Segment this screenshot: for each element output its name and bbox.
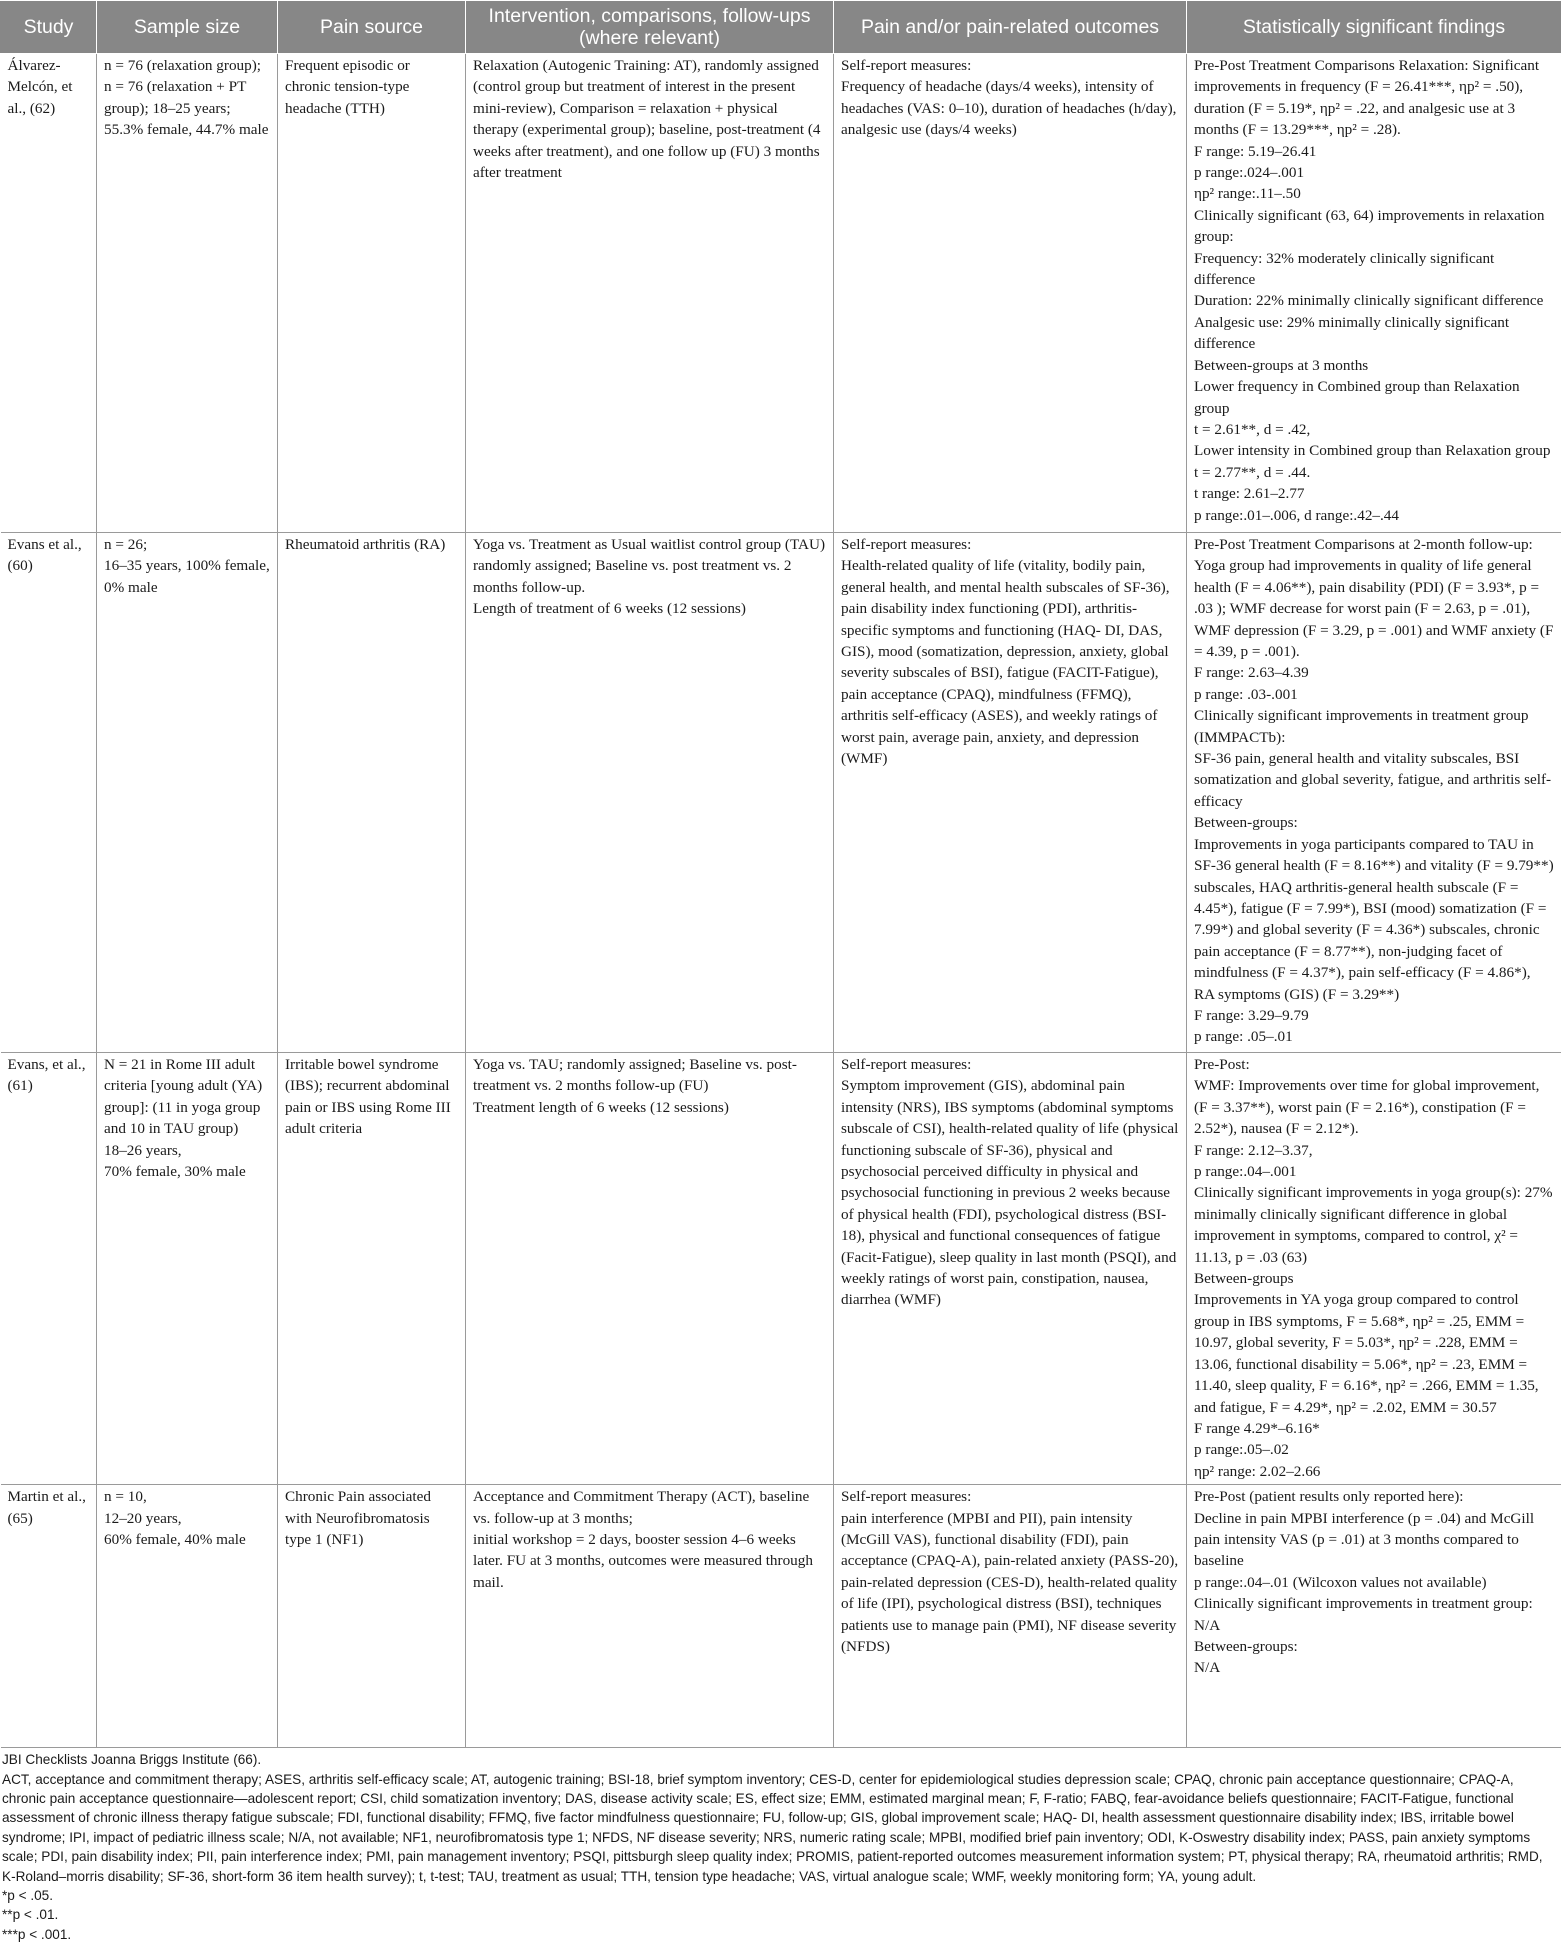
header-pain-source: Pain source	[278, 1, 466, 54]
cell-pain-source	[278, 54, 466, 533]
cell-line: Pre-Post (patient results only reported here):	[1194, 1486, 1555, 1507]
cell-line: Self-report measures:	[841, 1486, 1179, 1507]
cell-intervention	[466, 1053, 834, 1485]
cell-pain-source	[278, 533, 466, 1053]
footnote: JBI Checklists Joanna Briggs Institute (66).	[2, 1750, 1559, 1769]
study-name: Martin et al., (65)	[8, 1488, 86, 1526]
cell-outcomes	[834, 1485, 1187, 1748]
cell-outcomes	[834, 54, 1187, 533]
cell-line: Yoga vs. TAU; randomly assigned; Baseline vs. post-treatment vs. 2 months follow-up (FU)	[473, 1054, 826, 1097]
cell-line: Symptom improvement (GIS), abdominal pain intensity (NRS), IBS symptoms (abdominal symptoms subscale of CSI), health-related quality of life (physical functioning subscale of SF-36), physical and psychosocial perceived difficulty in physical and psychosocial functioning in previous 2 weeks because of physical health (FDI), psychological distress (BSI-18), physical and functional consequences of fatigue (Facit-Fatigue), sleep quality in last month (PSQI), and weekly ratings of worst pain, constipation, nausea, diarrhea (WMF)	[841, 1075, 1179, 1310]
cell-line: Clinically significant improvements in treatment group: N/A	[1194, 1593, 1555, 1636]
table-row	[1, 533, 1561, 1053]
cell-line: Self-report measures:	[841, 55, 1179, 76]
cell-line: 18–26 years,	[104, 1140, 270, 1161]
cell-line: 70% female, 30% male	[104, 1161, 270, 1182]
cell-sample-size	[97, 54, 278, 533]
cell-line: Length of treatment of 6 weeks (12 sessions)	[473, 598, 826, 619]
cell-line: t range: 2.61–2.77	[1194, 483, 1555, 504]
cell-line: N = 21 in Rome III adult criteria [young adult (YA) group]: (11 in yoga group and 10 in TAU group)	[104, 1054, 270, 1140]
cell-line: Yoga vs. Treatment as Usual waitlist control group (TAU) randomly assigned; Baseline vs. post treatment vs. 2 months follow-up.	[473, 534, 826, 598]
cell-line: pain interference (MPBI and PII), pain intensity (McGill VAS), functional disability (FDI), pain acceptance (CPAQ-A), pain-related anxiety (PASS-20), pain-related depression (CES-D), health-related quality of life (IPI), psychological distress (BSI), techniques patients use to manage pain (PMI), NF disease severity (NFDS)	[841, 1508, 1179, 1658]
cell-study	[1, 54, 97, 533]
cell-line: Pre-Post Treatment Comparisons Relaxation: Significant improvements in frequency (F = 26.41***, ηp² = .50), duration (F = 5.19*, ηp² = .22, and analgesic use at 3 months (F = 13.29***, ηp² = .28).	[1194, 55, 1555, 141]
cell-line: Between-groups at 3 months	[1194, 355, 1555, 376]
cell-line: Duration: 22% minimally clinically significant difference	[1194, 290, 1555, 311]
cell-line: Frequent episodic or chronic tension-type headache (TTH)	[285, 55, 458, 119]
cell-line: Self-report measures:	[841, 534, 1179, 555]
cell-study	[1, 533, 97, 1053]
cell-pain-source	[278, 1053, 466, 1485]
header-outcomes: Pain and/or pain-related outcomes	[834, 1, 1187, 54]
study-name: Evans, et al., (61)	[8, 1056, 86, 1094]
cell-line: t = 2.61**, d = .42,	[1194, 419, 1555, 440]
cell-line: WMF: Improvements over time for global improvement, (F = 3.37**), worst pain (F = 2.16*), constipation (F = 2.52*), nausea (F = 2.12*).	[1194, 1075, 1555, 1139]
cell-line: 60% female, 40% male	[104, 1529, 270, 1550]
cell-line: Clinically significant improvements in treatment group (IMMPACTb):	[1194, 705, 1555, 748]
cell-outcomes	[834, 1053, 1187, 1485]
study-name: Evans et al., (60)	[8, 536, 82, 574]
cell-line: Clinically significant improvements in yoga group(s): 27% minimally clinically significant difference in global improvement in symptoms, compared to control, χ² = 11.13, p = .03 (63)	[1194, 1182, 1555, 1268]
cell-line: p range: .03-.001	[1194, 684, 1555, 705]
table-row	[1, 1053, 1561, 1485]
cell-findings	[1187, 54, 1561, 533]
cell-sample-size	[97, 533, 278, 1053]
cell-line: Between-groups:	[1194, 812, 1555, 833]
study-name: Álvarez-Melcón, et al., (62)	[8, 57, 73, 117]
footnote: **p < .01.	[2, 1905, 1559, 1924]
cell-line: Acceptance and Commitment Therapy (ACT), baseline vs. follow-up at 3 months;	[473, 1486, 826, 1529]
cell-line: p range:.04–.001	[1194, 1161, 1555, 1182]
cell-findings	[1187, 533, 1561, 1053]
cell-line: Relaxation (Autogenic Training: AT), randomly assigned (control group but treatment of interest in the present mini-review), Comparison = relaxation + physical therapy (experimental group); baseline, post-treatment (4 weeks after treatment), and one follow up (FU) 3 months after treatment	[473, 55, 826, 183]
cell-line: Frequency of headache (days/4 weeks), intensity of headaches (VAS: 0–10), duration of headaches (h/day), analgesic use (days/4 weeks)	[841, 76, 1179, 140]
cell-line: Lower intensity in Combined group than Relaxation group	[1194, 440, 1555, 461]
cell-intervention	[466, 1485, 834, 1748]
cell-line: n = 10,	[104, 1486, 270, 1507]
header-intervention: Intervention, comparisons, follow-ups (where relevant)	[466, 1, 834, 54]
cell-study	[1, 1053, 97, 1485]
cell-line: Pre-Post Treatment Comparisons at 2-month follow-up: Yoga group had improvements in quality of life general health (F = 4.06**), pain disability (PDI) (F = 3.93*, p = .03 ); WMF decrease for worst pain (F = 2.63, p = .01), WMF depression (F = 3.29, p = .001) and WMF anxiety (F = 4.39, p = .001).	[1194, 534, 1555, 662]
cell-line: p range: .05–.01	[1194, 1026, 1555, 1047]
cell-line: Lower frequency in Combined group than Relaxation group	[1194, 376, 1555, 419]
cell-pain-source	[278, 1485, 466, 1748]
cell-line: N/A	[1194, 1657, 1555, 1678]
cell-line: initial workshop = 2 days, booster session 4–6 weeks later. FU at 3 months, outcomes were measured through mail.	[473, 1529, 826, 1593]
cell-outcomes	[834, 533, 1187, 1053]
cell-line: Self-report measures:	[841, 1054, 1179, 1075]
cell-line: Rheumatoid arthritis (RA)	[285, 534, 458, 555]
cell-line: p range:.01–.006, d range:.42–.44	[1194, 505, 1555, 526]
cell-line: F range: 5.19–26.41	[1194, 141, 1555, 162]
header-row	[1, 1, 1561, 54]
cell-line: Frequency: 32% moderately clinically significant difference	[1194, 248, 1555, 291]
cell-study	[1, 1485, 97, 1748]
table-row	[1, 54, 1561, 533]
footnote: ***p < .001.	[2, 1925, 1559, 1944]
cell-line: Health-related quality of life (vitality, bodily pain, general health, and mental health subscales of SF-36), pain disability index functioning (PDI), arthritis-specific symptoms and functioning (HAQ- DI, DAS, GIS), mood (somatization, depression, anxiety, global severity subscales of BSI), fatigue (FACIT-Fatigue), pain acceptance (CPAQ), mindfulness (FFMQ), arthritis self-efficacy (ASES), and weekly ratings of worst pain, average pain, anxiety, and depression (WMF)	[841, 555, 1179, 769]
header-findings: Statistically significant findings	[1187, 1, 1561, 54]
cell-line: 16–35 years, 100% female, 0% male	[104, 555, 270, 598]
cell-line: F range: 2.12–3.37,	[1194, 1140, 1555, 1161]
cell-line: p range:.05–.02	[1194, 1439, 1555, 1460]
table-row	[1, 1485, 1561, 1748]
cell-findings	[1187, 1485, 1561, 1748]
cell-intervention	[466, 54, 834, 533]
cell-line: t = 2.77**, d = .44.	[1194, 462, 1555, 483]
cell-line: F range 4.29*–6.16*	[1194, 1418, 1555, 1439]
cell-line: p range:.04–.01 (Wilcoxon values not available)	[1194, 1572, 1555, 1593]
cell-line: ηp² range: 2.02–2.66	[1194, 1461, 1555, 1482]
cell-line: F range: 3.29–9.79	[1194, 1005, 1555, 1026]
cell-findings	[1187, 1053, 1561, 1485]
cell-line: Improvements in YA yoga group compared to control group in IBS symptoms, F = 5.68*, ηp² = .25, EMM = 10.97, global severity, F = 5.03*, ηp² = .228, EMM = 13.06, functional disability = 5.06*, ηp² = .23, EMM = 11.40, sleep quality, F = 6.16*, ηp² = .266, EMM = 1.35, and fatigue, F = 4.29*, ηp² = .2.02, EMM = 30.57	[1194, 1289, 1555, 1417]
cell-line: Irritable bowel syndrome (IBS); recurrent abdominal pain or IBS using Rome III adult criteria	[285, 1054, 458, 1140]
cell-line: Analgesic use: 29% minimally clinically significant difference	[1194, 312, 1555, 355]
cell-line: Between-groups:	[1194, 1636, 1555, 1657]
cell-line: Chronic Pain associated with Neurofibromatosis type 1 (NF1)	[285, 1486, 458, 1550]
cell-line: ηp² range:.11–.50	[1194, 183, 1555, 204]
cell-line: Pre-Post:	[1194, 1054, 1555, 1075]
cell-line: n = 26;	[104, 534, 270, 555]
cell-sample-size	[97, 1053, 278, 1485]
header-study: Study	[1, 1, 97, 54]
cell-line: Treatment length of 6 weeks (12 sessions)	[473, 1097, 826, 1118]
cell-line: F range: 2.63–4.39	[1194, 662, 1555, 683]
cell-line: n = 76 (relaxation group); n = 76 (relaxation + PT group); 18–25 years; 55.3% female, 44.7% male	[104, 55, 270, 141]
cell-line: 12–20 years,	[104, 1508, 270, 1529]
footnote: *p < .05.	[2, 1886, 1559, 1905]
cell-line: Improvements in yoga participants compared to TAU in SF-36 general health (F = 8.16**) and vitality (F = 9.79**) subscales, HAQ arthritis-general health subscale (F = 4.45*), fatigue (F = 7.99*), BSI (mood) somatization (F = 7.99*) and global severity (F = 4.36*) subscales, chronic pain acceptance (F = 8.77**), non-judging facet of mindfulness (F = 4.37*), pain self-efficacy (F = 4.86*), RA symptoms (GIS) (F = 3.29**)	[1194, 834, 1555, 1005]
table-footnotes	[0, 1748, 1561, 1944]
cell-line: Clinically significant (63, 64) improvements in relaxation group:	[1194, 205, 1555, 248]
cell-intervention	[466, 533, 834, 1053]
cell-line: Between-groups	[1194, 1268, 1555, 1289]
header-sample-size: Sample size	[97, 1, 278, 54]
cell-line: Decline in pain MPBI interference (p = .04) and McGill pain intensity VAS (p = .01) at 3 months compared to baseline	[1194, 1508, 1555, 1572]
footnote: ACT, acceptance and commitment therapy; ASES, arthritis self-efficacy scale; AT, autogenic training; BSI-18, brief symptom inventory; CES-D, center for epidemiological studies depression scale; CPAQ, chronic pain acceptance questionnaire; CPAQ-A, chronic pain acceptance questionnaire—adolescent report; CSI, child somatization inventory; DAS, disease activity scale; ES, effect size; EMM, estimated marginal mean; F, F-ratio; FABQ, fear-avoidance beliefs questionnaire; FACIT-Fatigue, functional assessment of chronic illness therapy fatigue subscale; FDI, functional disability; FFMQ, five factor mindfulness questionnaire; FU, follow-up; GIS, global improvement scale; HAQ- DI, health assessment questionnaire disability index; IBS, irritable bowel syndrome; IPI, impact of pediatric illness scale; N/A, not available; NF1, neurofibromatosis type 1; NFDS, NF disease severity; NRS, numeric rating scale; MPBI, modified brief pain inventory; ODI, K-Oswestry disability index; PASS, pain anxiety symptoms scale; PDI, pain disability index; PII, pain interference index; PMI, pain management inventory; PSQI, pittsburgh sleep quality index; PROMIS, patient-reported outcomes measurement information system; PT, physical therapy; RA, rheumatoid arthritis; RMD, K-Roland–morris disability; SF-36, short-form 36 item health survey); t, t-test; TAU, treatment as usual; TTH, tension type headache; VAS, virtual analogue scale; WMF, weekly monitoring form; YA, young adult.	[2, 1770, 1559, 1886]
cell-line: p range:.024–.001	[1194, 162, 1555, 183]
cell-sample-size	[97, 1485, 278, 1748]
cell-line: SF-36 pain, general health and vitality subscales, BSI somatization and global severity, fatigue, and arthritis self-efficacy	[1194, 748, 1555, 812]
